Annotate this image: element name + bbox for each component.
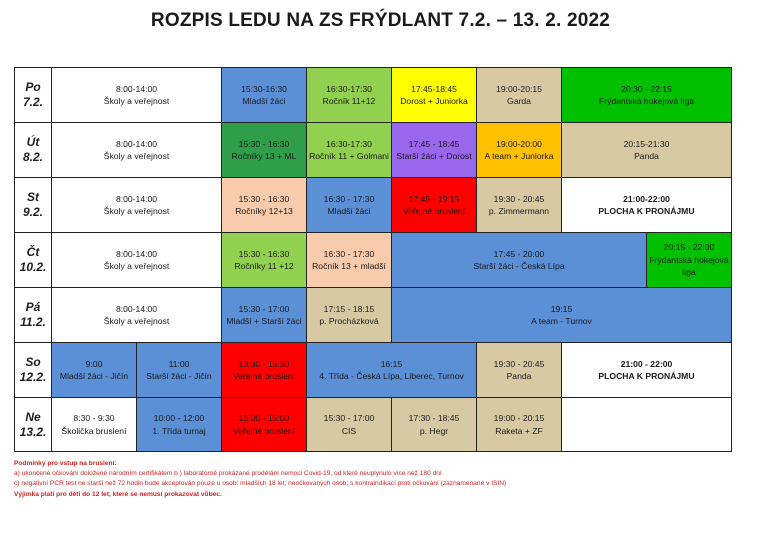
schedule-slot <box>476 397 562 452</box>
slot-label: Školy a veřejnost <box>103 261 170 271</box>
slot-label: Mladší žáci - Jičín <box>59 371 129 381</box>
slot-time: 19:00-20:15 <box>496 83 542 94</box>
slot-time: 17:45 - 18:45 <box>408 138 460 149</box>
slot-label: PLOCHA K PRONÁJMU <box>598 371 695 381</box>
schedule-slot <box>306 67 392 123</box>
schedule-slot <box>306 232 392 288</box>
slot-label: Školy a veřejnost <box>103 316 170 326</box>
day-name: Út <box>26 135 40 149</box>
slot-time: 16:30-17:30 <box>326 83 372 94</box>
day-cell <box>14 177 52 233</box>
schedule-slot <box>476 67 562 123</box>
day-date: 12.2. <box>19 370 47 384</box>
slot-label: Ročník 11+12 <box>322 96 376 106</box>
slot-label: Veřejné bruslení <box>232 425 296 436</box>
slot-label: Raketa + ZF <box>495 425 543 436</box>
slot-time: 17:45 - 20:00 <box>493 248 545 259</box>
schedule-slot <box>136 342 222 398</box>
schedule-table <box>14 67 731 451</box>
slot-time: 21:00-22:00 <box>623 193 670 204</box>
slot-time: 17:45-18:45 <box>411 83 457 94</box>
schedule-slot <box>391 177 477 233</box>
slot-time: 19:00-20:00 <box>496 138 542 149</box>
schedule-slot <box>51 232 222 288</box>
slot-time: 10:00 - 12:00 <box>153 413 205 424</box>
schedule-slot <box>306 177 392 233</box>
schedule-slot <box>51 67 222 123</box>
schedule-slot <box>51 177 222 233</box>
schedule-slot <box>51 287 222 343</box>
day-cell <box>14 67 52 123</box>
slot-label: p. Procházková <box>319 316 379 326</box>
schedule-slot <box>221 287 307 343</box>
note-line-a: a) ukončené očkování doložené národním certifikátem b ) laboratorně prokázané prodělání nemoci Covid-19, od které neuplynulo více než 180 dní <box>14 470 442 478</box>
day-cell <box>14 122 52 178</box>
slot-time: 15:30 - 17:00 <box>323 413 375 424</box>
slot-label: Školy a veřejnost <box>103 96 170 106</box>
slot-label: Panda <box>634 151 659 161</box>
schedule-slot <box>221 232 307 288</box>
schedule-slot <box>561 342 732 398</box>
day-name: So <box>25 355 41 369</box>
slot-time: 15:30-16:30 <box>241 83 287 94</box>
day-cell <box>14 232 52 288</box>
slot-label: Veřejné bruslení <box>402 206 466 216</box>
schedule-slot <box>391 122 477 178</box>
slot-time: 17:30 - 18:45 <box>408 413 460 424</box>
schedule-slot <box>561 177 732 233</box>
slot-time: 19:30 - 20:45 <box>493 193 545 204</box>
slot-time: 9:00 <box>85 358 103 369</box>
schedule-slot <box>221 122 307 178</box>
slot-time: 19:30 - 20:45 <box>493 358 545 369</box>
schedule-slot <box>51 122 222 178</box>
day-name: St <box>27 190 39 204</box>
slot-time: 13:00 - 15:00 <box>238 413 290 424</box>
slot-time: 8:00-14:00 <box>115 83 158 94</box>
slot-time: 20:15-21:30 <box>623 138 670 149</box>
slot-time: 15:30 - 17:00 <box>238 303 290 314</box>
conditions-notes <box>14 459 744 500</box>
slot-label: CIS <box>341 425 357 436</box>
slot-label: Ročníky 12+13 <box>235 206 293 216</box>
schedule-slot <box>306 397 392 452</box>
slot-time: 21:00 - 22:00 <box>620 358 673 369</box>
slot-label: Frýdantská hokejová liga <box>649 254 729 278</box>
day-date: 8.2. <box>22 150 43 164</box>
slot-label: 1. Třída turnaj <box>152 425 206 436</box>
schedule-slot <box>391 67 477 123</box>
day-name: Po <box>25 80 41 94</box>
day-date: 7.2. <box>22 95 43 109</box>
slot-label: Ročníky 13 + ML <box>231 151 297 161</box>
slot-label: Mladší žáci <box>327 206 371 216</box>
day-date: 9.2. <box>22 205 43 219</box>
schedule-slot <box>136 397 222 452</box>
slot-label: p. Zimmermann <box>488 206 550 216</box>
slot-label: Garda <box>507 96 531 106</box>
day-name: Ne <box>25 409 41 424</box>
slot-time: 13:30 - 15:30 <box>238 358 290 369</box>
slot-time: 11:00 <box>168 358 190 369</box>
day-date: 11.2. <box>20 315 46 329</box>
slot-time: 16:30-17:30 <box>326 138 372 149</box>
slot-label: Mladší žáci <box>242 96 286 106</box>
schedule-slot <box>646 232 732 288</box>
slot-label: Školy a veřejnost <box>103 206 170 216</box>
schedule-slot <box>476 342 562 398</box>
day-cell <box>14 342 52 398</box>
schedule-slot <box>561 122 732 178</box>
schedule-slot <box>561 67 732 123</box>
slot-label: PLOCHA K PRONÁJMU <box>598 206 695 216</box>
schedule-slot <box>306 287 392 343</box>
note-line-c: c) negativní PCR test ne starší než 72 hodin bude akceptován pouze u osob: mladších 18 let; neočkovaných osob; s kontraindikací proti očkování (zaznamenané v ISIN) <box>14 480 507 488</box>
slot-label: Panda <box>506 371 532 381</box>
slot-label: Školička bruslení <box>61 425 127 436</box>
day-name: Pá <box>25 300 41 314</box>
slot-label: A team - Turnov <box>531 316 592 326</box>
slot-time: 15:30 - 16:30 <box>238 193 290 204</box>
slot-time: 8:00-14:00 <box>115 303 158 314</box>
schedule-slot <box>561 397 732 452</box>
slot-time: 16:30 - 17:30 <box>323 248 375 259</box>
slot-label: Dorost + Juniorka <box>400 96 468 106</box>
schedule-slot <box>306 122 392 178</box>
page-title: ROZPIS LEDU NA ZS FRÝDLANT 7.2. – 13. 2. 2022 <box>150 10 611 31</box>
slot-label: Mladší + Starší žáci <box>226 316 302 326</box>
schedule-slot <box>51 342 137 398</box>
notes-heading: Podmínky pro vstup na bruslení: <box>14 460 117 467</box>
day-name: Čt <box>26 245 40 259</box>
schedule-slot <box>476 122 562 178</box>
schedule-slot <box>221 67 307 123</box>
schedule-slot <box>391 232 647 288</box>
slot-label: 4. Třída - Česká Lípa, Liberec, Turnov <box>319 371 464 381</box>
slot-label: Ročník 13 + mladší <box>312 261 386 271</box>
note-exception: Výjimka platí pro děti do 12 let, které se nemusí prokazovat vůbec. <box>14 490 222 498</box>
slot-time: 8:00-14:00 <box>115 138 158 149</box>
schedule-slot <box>391 287 732 343</box>
slot-time: 8:30 - 9:30 <box>73 413 115 424</box>
slot-time: 19:15 <box>550 303 573 314</box>
schedule-slot <box>391 397 477 452</box>
slot-time: 15:30 - 16:30 <box>238 248 290 259</box>
day-cell <box>14 287 52 343</box>
slot-time: 8:00-14:00 <box>115 193 158 204</box>
slot-time: 20:30 - 22:15 <box>621 83 672 94</box>
slot-label: Starší žáci + Dorost <box>396 151 472 161</box>
slot-time: 16:30 - 17:30 <box>323 193 375 204</box>
slot-label: Ročníky 11 +12 <box>234 261 294 271</box>
slot-time: 17:15 - 18:15 <box>323 303 375 314</box>
schedule-slot <box>221 177 307 233</box>
slot-label: Školy a veřejnost <box>103 151 170 161</box>
slot-time: 17:45 - 19:15 <box>408 193 460 204</box>
slot-label: Frýdantská hokejová liga <box>598 96 695 106</box>
day-date: 13.2. <box>19 424 47 439</box>
schedule-slot <box>221 397 307 452</box>
schedule-slot <box>221 342 307 398</box>
slot-label: p. Hegr <box>419 425 449 436</box>
day-date: 10.2. <box>19 260 47 274</box>
day-cell <box>14 397 52 452</box>
slot-time: 8:00-14:00 <box>115 248 158 259</box>
slot-label: Veřejné bruslení <box>232 371 296 381</box>
slot-time: 15:30 - 16:30 <box>238 138 290 149</box>
slot-label: Starší žáci - Jičín <box>146 371 212 381</box>
slot-time: 19:00 - 20:15 <box>493 413 545 424</box>
slot-label: Starší žáci - Česká Lípa <box>473 261 565 271</box>
slot-label: Ročník 11 + Golmani <box>309 151 389 161</box>
schedule-slot <box>476 177 562 233</box>
slot-time: 20:15 - 22:00 <box>663 242 715 253</box>
slot-time: 16:15 <box>380 358 403 369</box>
slot-label: A team + Juniorka <box>484 151 554 161</box>
schedule-slot <box>51 397 137 452</box>
schedule-slot <box>306 342 477 398</box>
